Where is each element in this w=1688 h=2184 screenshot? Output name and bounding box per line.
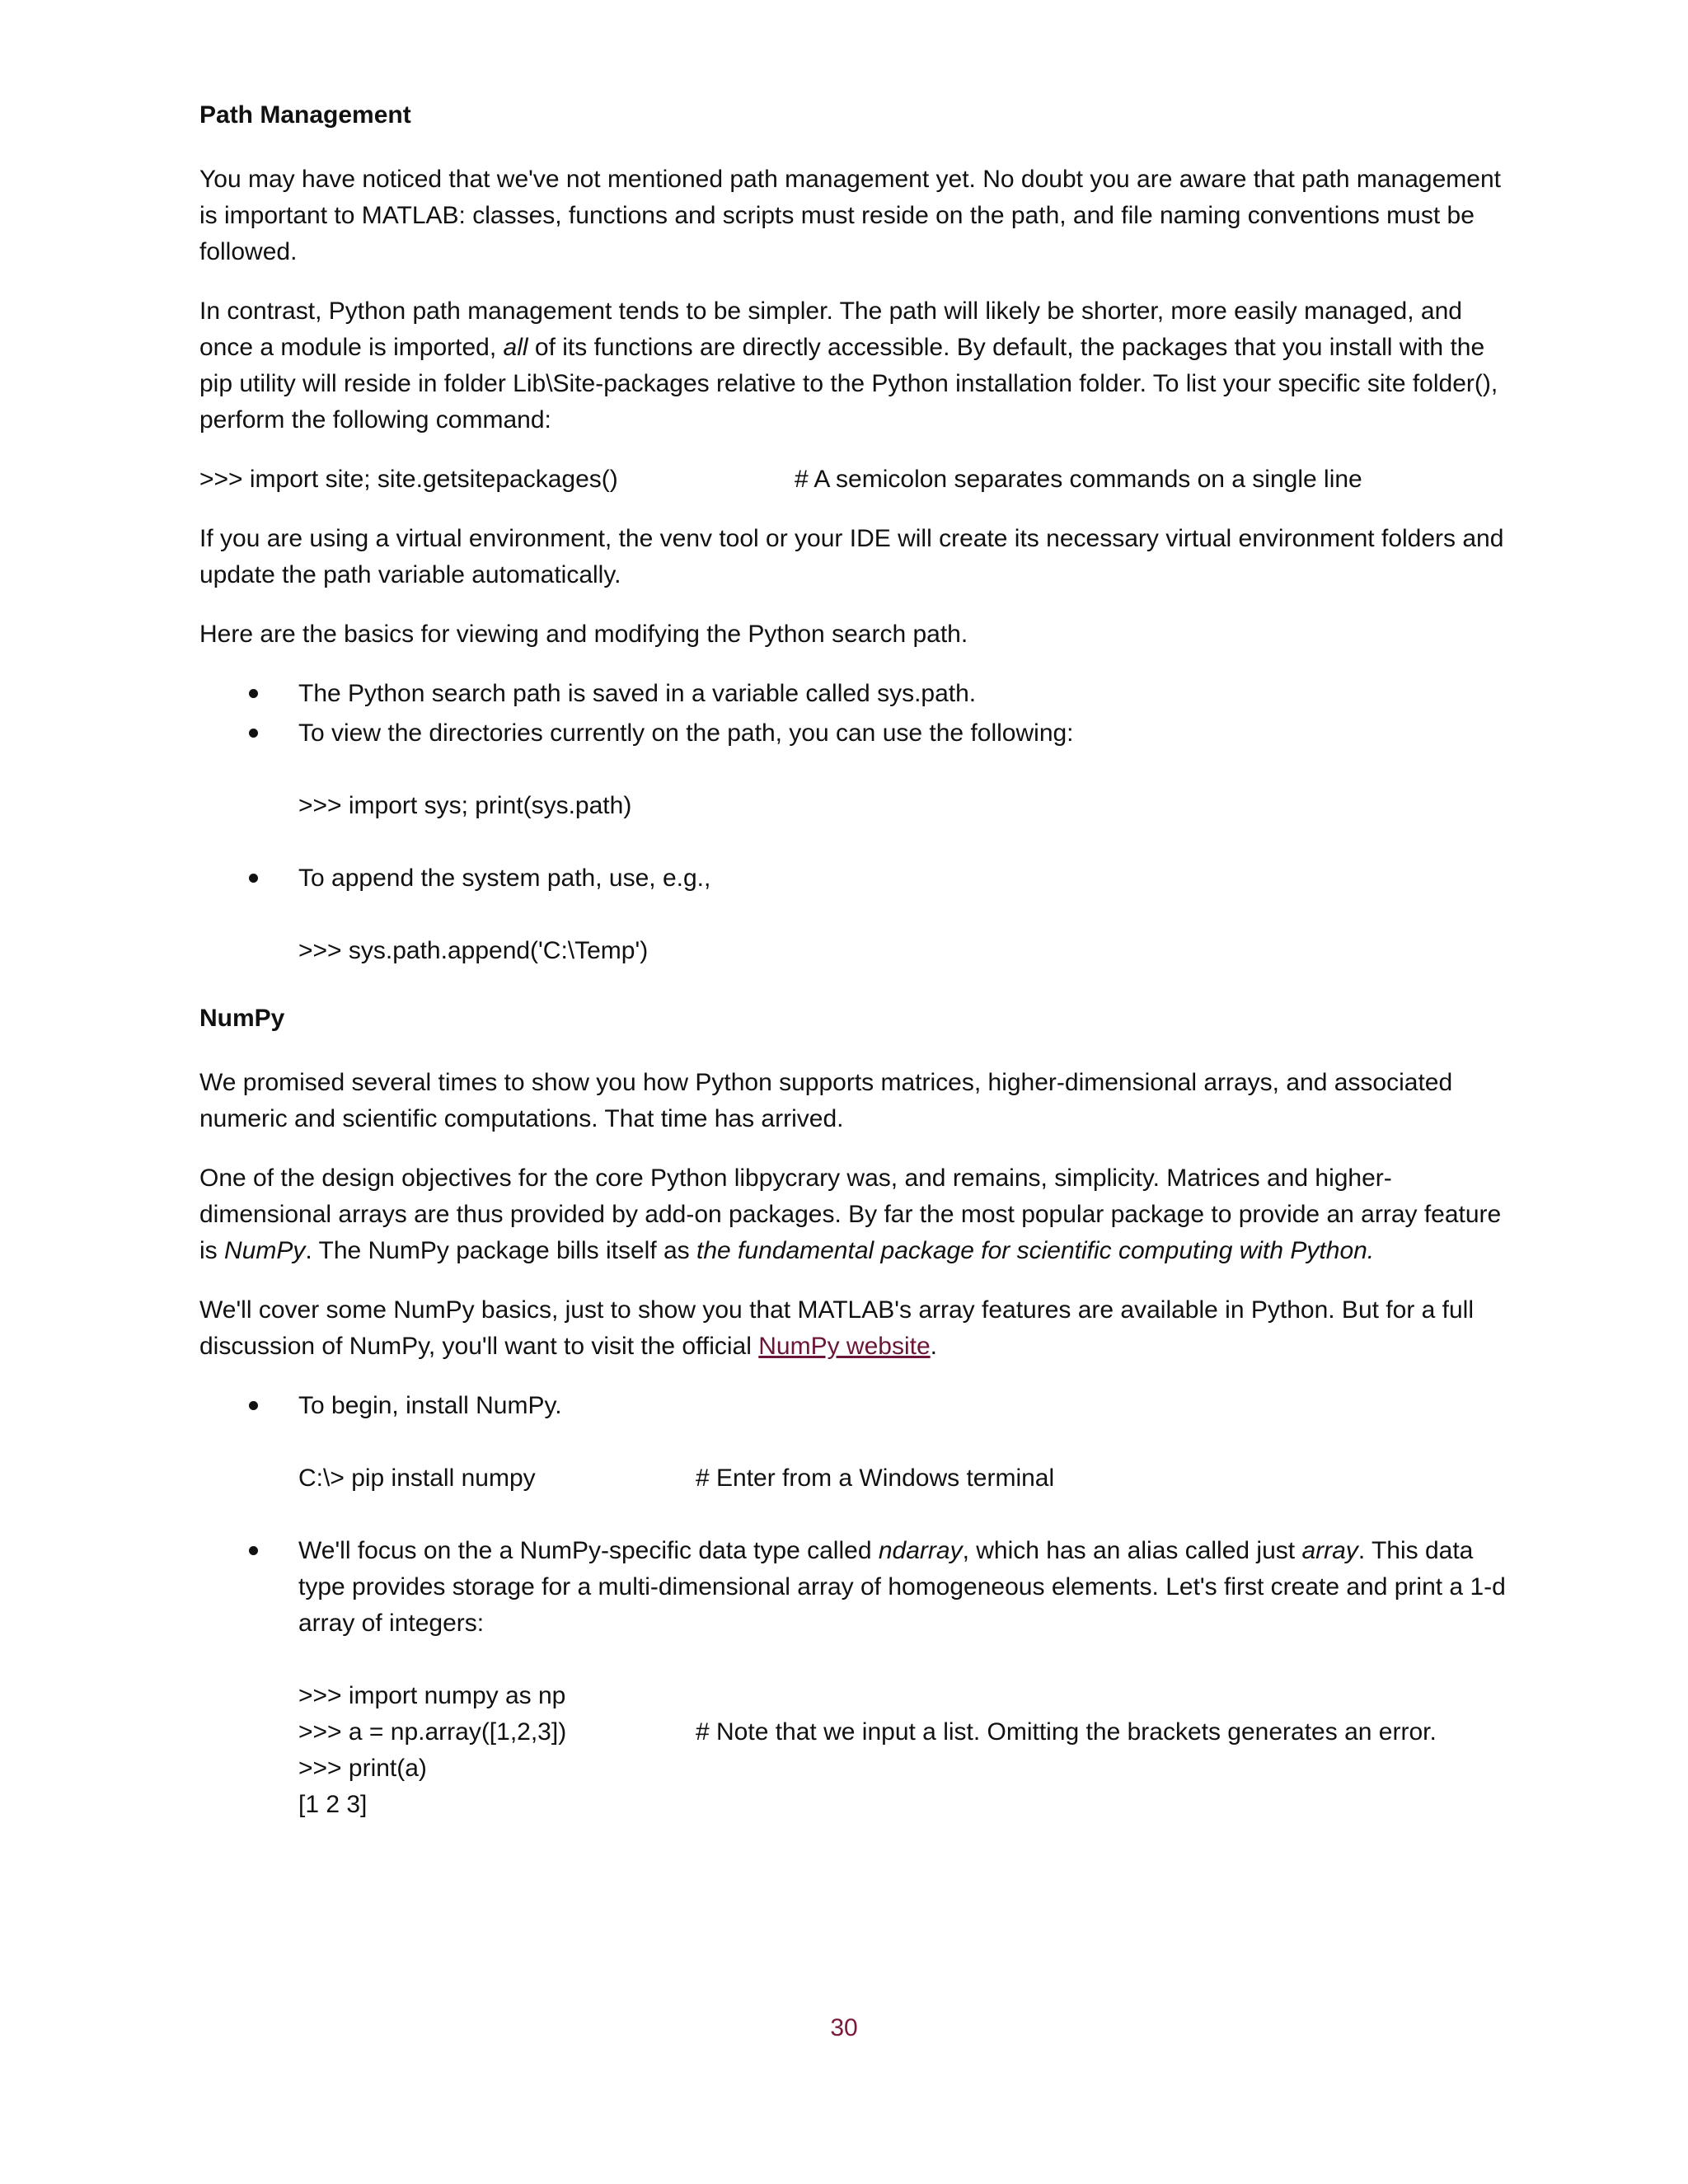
command-comment: # Note that we input a list. Omitting the brackets generates an error. — [696, 1718, 1437, 1746]
list-item-text: The Python search path is saved in a variable called sys.path. — [298, 680, 977, 707]
list-item-text — [298, 1537, 1506, 1637]
bullet-icon — [249, 689, 258, 698]
text-run: We'll focus on the a NumPy-specific data type called — [298, 1537, 879, 1564]
text-run: . — [930, 1333, 937, 1360]
list-item-text: To view the directories currently on the path, you can use the following: — [298, 719, 1074, 747]
code-line: [1 2 3] — [298, 1791, 368, 1818]
numpy-website-link[interactable]: NumPy website — [758, 1333, 931, 1360]
paragraph — [199, 293, 1510, 438]
paragraph: Here are the basics for viewing and modifying the Python search path. — [199, 621, 968, 648]
list-item — [199, 1533, 1510, 1642]
code-block — [199, 1460, 1510, 1497]
list-item-text: To begin, install NumPy. — [298, 1392, 562, 1419]
command-text: >>> a = np.array([1,2,3]) — [298, 1718, 567, 1746]
bullet-list — [199, 1533, 1510, 1642]
code-block — [199, 1678, 1510, 1823]
emphasis-text: NumPy — [224, 1237, 306, 1264]
command-text: >>> import site; site.getsitepackages() — [199, 466, 618, 493]
code-line: >>> import sys; print(sys.path) — [298, 792, 632, 819]
bullet-icon — [249, 874, 258, 883]
bullet-icon — [249, 729, 258, 738]
section-heading-numpy: NumPy — [199, 1005, 285, 1032]
code-line: >>> sys.path.append('C:\Temp') — [298, 937, 649, 964]
bullet-list — [199, 1388, 1510, 1424]
list-item — [199, 1388, 1510, 1424]
text-run: of its functions are directly accessible. By default, the packages that you install with the pip utility will reside in folder Lib\Site-packages relative to the Python installation folder. To list your specific site folder(), perform the following command: — [199, 334, 1498, 434]
code-block — [199, 933, 1510, 969]
list-item — [199, 860, 1510, 897]
code-line: >>> print(a) — [298, 1755, 427, 1782]
command-line — [199, 462, 1510, 498]
list-item-text: To append the system path, use, e.g., — [298, 865, 711, 892]
bullet-icon — [249, 1401, 258, 1410]
text-run: , which has an alias called just — [962, 1537, 1302, 1564]
emphasis-text: array — [1301, 1537, 1358, 1564]
text-run: . This data type provides storage for a multi-dimensional array of homogeneous elements. Let's first create and print a 1-d array of integers: — [298, 1537, 1506, 1637]
paragraph — [199, 1160, 1510, 1269]
bullet-list — [199, 860, 1510, 897]
bullet-list — [199, 676, 1510, 752]
list-item — [199, 676, 1510, 712]
text-run: In contrast, Python path management tends to be simpler. The path will likely be shorter, more easily managed, and once a module is imported, — [199, 298, 1462, 361]
bullet-icon — [249, 1546, 258, 1555]
command-comment: # A semicolon separates commands on a single line — [795, 466, 1362, 493]
command-comment: # Enter from a Windows terminal — [696, 1465, 1055, 1492]
paragraph: You may have noticed that we've not mentioned path management yet. No doubt you are aware that path management is important to MATLAB: classes, functions and scripts must reside on the path, and file naming conventions must be followed. — [199, 166, 1501, 265]
code-line — [298, 1714, 1510, 1750]
emphasis-text: the fundamental package for scientific computing with Python. — [696, 1237, 1375, 1264]
page-number: 30 — [830, 2014, 858, 2041]
text-run: We'll cover some NumPy basics, just to show you that MATLAB's array features are available in Python. But for a full discussion of NumPy, you'll want to visit the official — [199, 1296, 1475, 1360]
emphasis-text: all — [503, 334, 528, 361]
paragraph — [199, 1292, 1510, 1365]
code-line: >>> import numpy as np — [298, 1682, 566, 1709]
emphasis-text: ndarray — [878, 1537, 963, 1564]
section-heading-path-management: Path Management — [199, 101, 411, 129]
command-text: C:\> pip install numpy — [298, 1465, 536, 1492]
list-item — [199, 715, 1510, 752]
code-line — [298, 1460, 1510, 1497]
code-block — [199, 788, 1510, 824]
text-run: One of the design objectives for the core Python libpycrary was, and remains, simplicity. Matrices and higher-dimensional arrays are thus provided by add-on packages. By far the most popular package to provide an array feature is — [199, 1165, 1502, 1264]
text-run: . The NumPy package bills itself as — [305, 1237, 697, 1264]
paragraph: We promised several times to show you how Python supports matrices, higher-dimensional arrays, and associated numeric and scientific computations. That time has arrived. — [199, 1069, 1453, 1132]
paragraph: If you are using a virtual environment, the venv tool or your IDE will create its necessary virtual environment folders and update the path variable automatically. — [199, 525, 1504, 588]
page-content — [199, 97, 1510, 1823]
